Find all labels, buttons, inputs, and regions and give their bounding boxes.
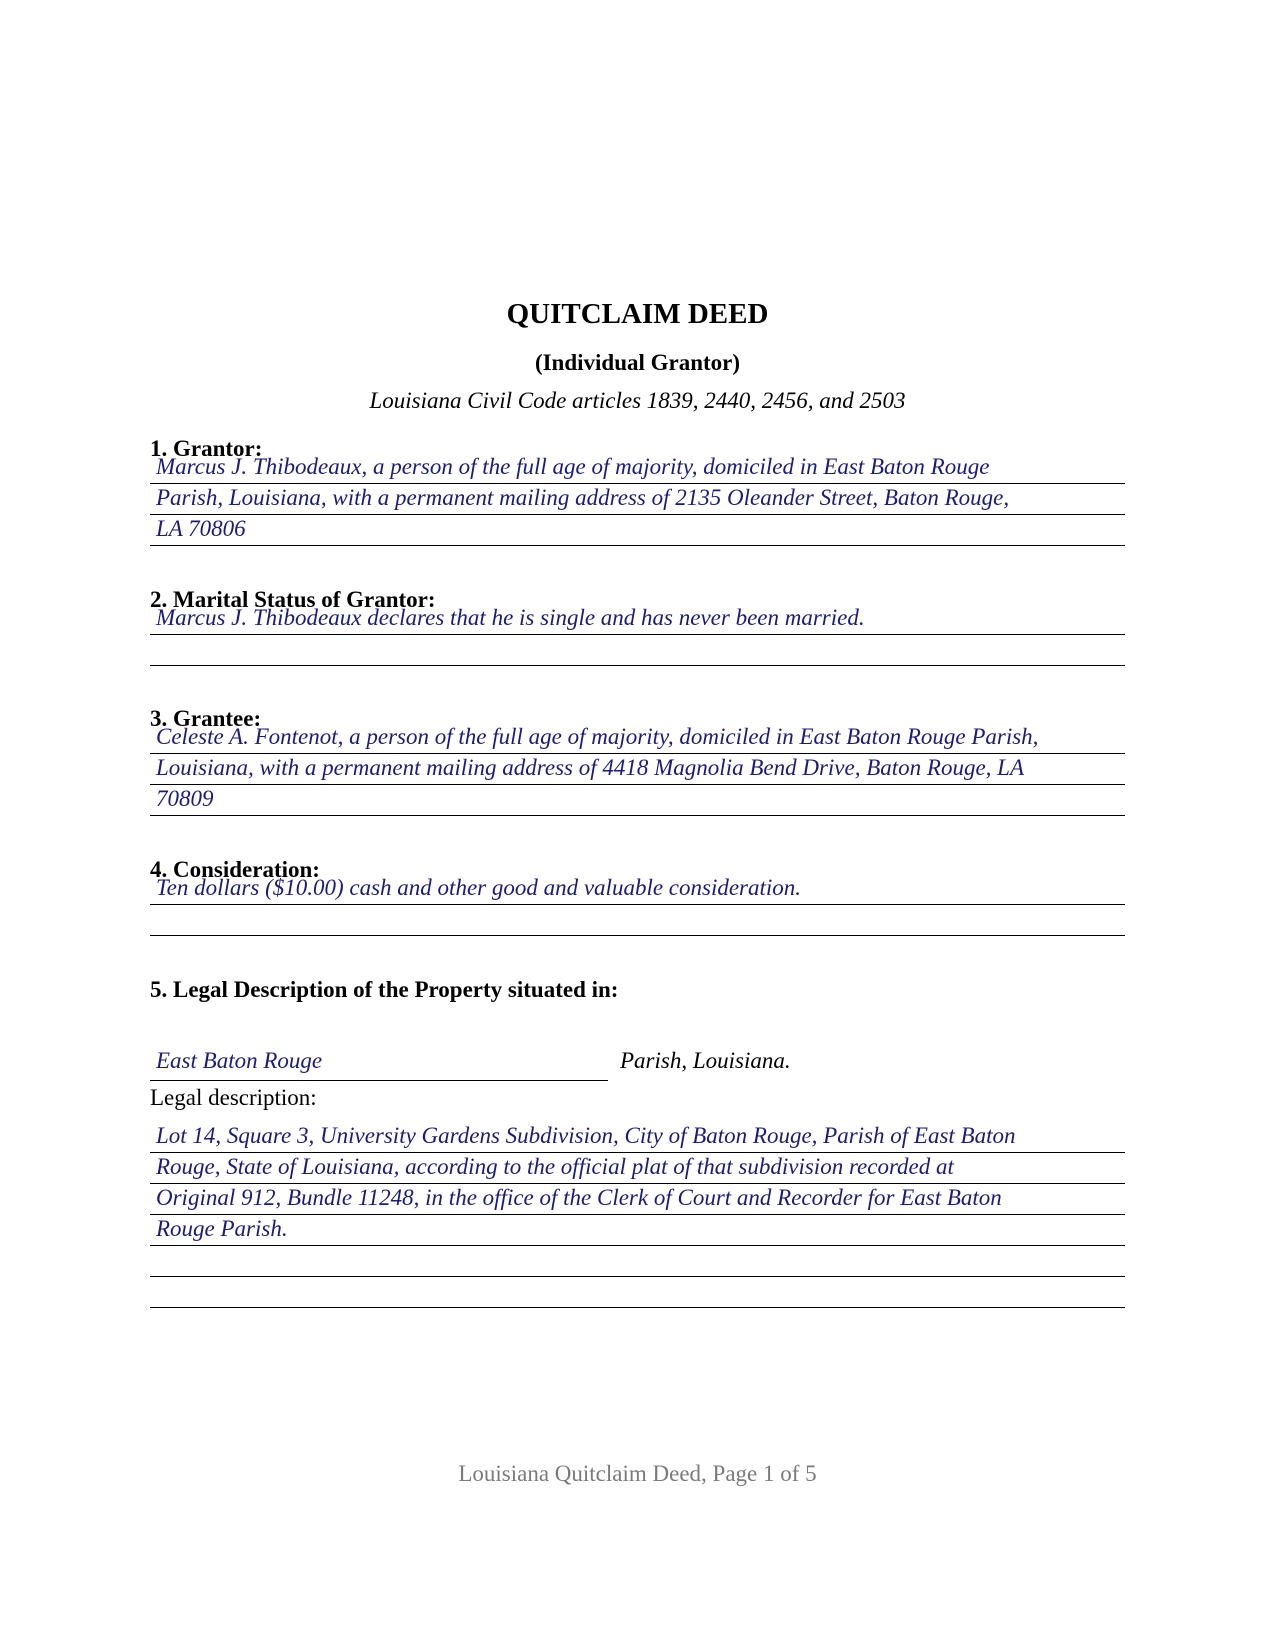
grantor-line[interactable]: LA 70806: [150, 515, 1125, 546]
legal-description-line[interactable]: [150, 1246, 1125, 1277]
legal-description-heading: 5. Legal Description of the Property situated in:: [150, 977, 619, 1002]
legal-description-line[interactable]: Rouge Parish.: [150, 1215, 1125, 1246]
page-footer: Louisiana Quitclaim Deed, Page 1 of 5: [458, 1461, 817, 1486]
grantee-line[interactable]: 70809: [150, 785, 1125, 816]
grantee-line[interactable]: Louisiana, with a permanent mailing address of 4418 Magnolia Bend Drive, Baton Rouge, LA: [150, 754, 1125, 785]
grantee-heading: 3. Grantee:: [150, 706, 262, 731]
consideration-line[interactable]: [150, 905, 1125, 936]
consideration-line[interactable]: Ten dollars ($10.00) cash and other good and valuable consideration.: [150, 874, 1125, 905]
marital-status-heading: 2. Marital Status of Grantor:: [150, 587, 436, 612]
civil-code-citation: Louisiana Civil Code articles 1839, 2440, 2456, and 2503: [369, 388, 906, 413]
grantor-heading: 1. Grantor:: [150, 436, 263, 461]
grantee-line[interactable]: Celeste A. Fontenot, a person of the full age of majority, domiciled in East Baton Rouge Parish,: [150, 723, 1125, 754]
legal-description-label: Legal description:: [150, 1085, 317, 1110]
document-title: QUITCLAIM DEED: [506, 298, 769, 330]
legal-description-line[interactable]: Original 912, Bundle 11248, in the office of the Clerk of Court and Recorder for East Baton: [150, 1184, 1125, 1215]
legal-description-line[interactable]: Rouge, State of Louisiana, according to the official plat of that subdivision recorded at: [150, 1153, 1125, 1184]
parish-suffix-label: Parish, Louisiana.: [620, 1048, 791, 1073]
grantor-line[interactable]: Parish, Louisiana, with a permanent mailing address of 2135 Oleander Street, Baton Rouge,: [150, 484, 1125, 515]
parish-row: [150, 1041, 1125, 1081]
parish-input[interactable]: East Baton Rouge: [150, 1041, 608, 1081]
consideration-heading: 4. Consideration:: [150, 857, 320, 882]
marital-status-line[interactable]: Marcus J. Thibodeaux declares that he is single and has never been married.: [150, 604, 1125, 635]
document-subtitle: (Individual Grantor): [534, 350, 741, 375]
legal-description-line[interactable]: [150, 1277, 1125, 1308]
marital-status-line[interactable]: [150, 635, 1125, 666]
grantee-field[interactable]: [150, 723, 1125, 816]
consideration-field[interactable]: [150, 874, 1125, 936]
grantor-line[interactable]: Marcus J. Thibodeaux, a person of the full age of majority, domiciled in East Baton Rouge: [150, 453, 1125, 484]
grantor-field[interactable]: [150, 453, 1125, 546]
legal-description-field[interactable]: [150, 1122, 1125, 1308]
marital-status-field[interactable]: [150, 604, 1125, 666]
legal-description-line[interactable]: Lot 14, Square 3, University Gardens Subdivision, City of Baton Rouge, Parish of East Baton: [150, 1122, 1125, 1153]
